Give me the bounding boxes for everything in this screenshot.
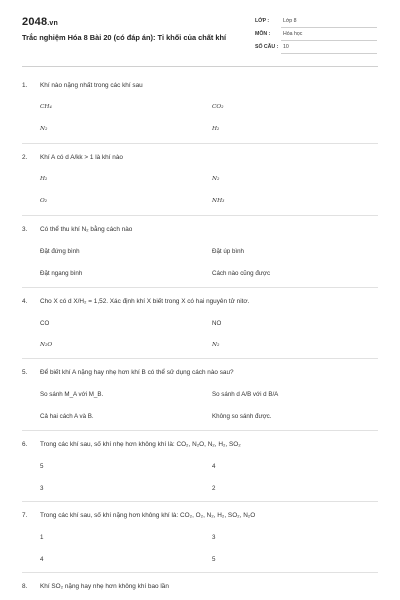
option-a[interactable]: 5 [40, 463, 44, 470]
page-title: Trắc nghiệm Hóa 8 Bài 20 (có đáp án): Tỉ khối của chất khí [22, 33, 227, 42]
option-a[interactable]: Đặt đứng bình [40, 248, 80, 255]
question-text: Có thể thu khí N₂ bằng cách nào [40, 226, 133, 233]
option-d[interactable]: Cách nào cũng được [212, 270, 271, 277]
header-divider [22, 66, 378, 67]
question-divider [22, 501, 378, 502]
question-number: 4. [22, 298, 28, 305]
option-a[interactable]: CH₄ [40, 104, 52, 110]
option-c[interactable]: N₂O [40, 342, 53, 348]
option-a[interactable]: CO [40, 320, 50, 327]
question-divider [22, 572, 378, 573]
option-b[interactable]: So sánh d A/B với d B/A [212, 391, 279, 398]
question-divider [22, 215, 378, 216]
page-header [0, 0, 400, 62]
logo-suffix: .vn [47, 20, 58, 27]
option-b[interactable]: Đặt úp bình [212, 248, 244, 255]
meta-row-count [255, 42, 377, 54]
option-a[interactable]: So sánh M_A với M_B. [40, 391, 104, 398]
option-b[interactable]: 3 [212, 534, 216, 541]
option-d[interactable]: 5 [212, 556, 216, 563]
meta-value: 10 [283, 44, 289, 50]
option-c[interactable]: 3 [40, 485, 44, 492]
question-divider [22, 287, 378, 288]
meta-key: SỐ CÂU : [255, 44, 279, 50]
meta-key: MÔN : [255, 31, 271, 37]
site-logo[interactable] [22, 16, 58, 28]
option-b[interactable]: 4 [212, 463, 216, 470]
option-c[interactable]: 4 [40, 556, 44, 563]
option-c[interactable]: Đặt ngang bình [40, 270, 83, 277]
question-divider [22, 143, 378, 144]
meta-underline [281, 40, 377, 41]
question-text: Để biết khí A nặng hay nhẹ hơn khí B có thể sử dụng cách nào sau? [40, 369, 234, 376]
option-d[interactable]: H₂ [212, 126, 220, 132]
option-d[interactable]: N₂ [212, 342, 220, 348]
question-divider [22, 358, 378, 359]
question-number: 6. [22, 441, 28, 448]
question-number: 1. [22, 82, 28, 89]
option-c[interactable]: O₂ [40, 198, 48, 204]
question-number: 3. [22, 226, 28, 233]
question-text: Khí nào nặng nhất trong các khí sau [40, 82, 143, 89]
option-a[interactable]: H₂ [40, 176, 48, 182]
question-divider [22, 430, 378, 431]
option-d[interactable]: Không so sánh được. [212, 413, 272, 420]
option-a[interactable]: 1 [40, 534, 44, 541]
option-c[interactable]: N₂ [40, 126, 48, 132]
question-number: 8. [22, 583, 28, 590]
question-number: 7. [22, 512, 28, 519]
logo-text: 2048 [22, 16, 48, 28]
option-c[interactable]: Cả hai cách A và B. [40, 413, 94, 420]
option-b[interactable]: NO [212, 320, 222, 327]
question-text: Trong các khí sau, số khí nhẹ hơn không khí là: CO₂, N₂O, N₂, H₂, SO₂ [40, 441, 241, 448]
meta-underline [281, 53, 377, 54]
meta-value: Lớp 8 [283, 18, 297, 24]
meta-key: LỚP : [255, 18, 270, 24]
meta-value: Hóa học [283, 31, 303, 37]
question-text: Khí A có d A/kk > 1 là khí nào [40, 154, 123, 161]
question-text: Trong các khí sau, số khí nặng hơn không khí là: CO₂, O₂, N₂, H₂, SO₂, N₂O [40, 512, 256, 519]
meta-row-subject [255, 29, 377, 41]
option-b[interactable]: N₂ [212, 176, 220, 182]
question-text: Cho X có d X/H₂ = 1,52. Xác định khí X biết trong X có hai nguyên tử nitơ. [40, 298, 250, 305]
option-d[interactable]: 2 [212, 485, 216, 492]
meta-underline [281, 27, 377, 28]
option-b[interactable]: CO₂ [212, 104, 224, 110]
question-number: 5. [22, 369, 28, 376]
option-d[interactable]: NH₃ [212, 198, 225, 204]
question-number: 2. [22, 154, 28, 161]
meta-row-grade [255, 16, 377, 28]
question-text: Khí SO₂ nặng hay nhẹ hơn không khí bao lần [40, 583, 169, 590]
